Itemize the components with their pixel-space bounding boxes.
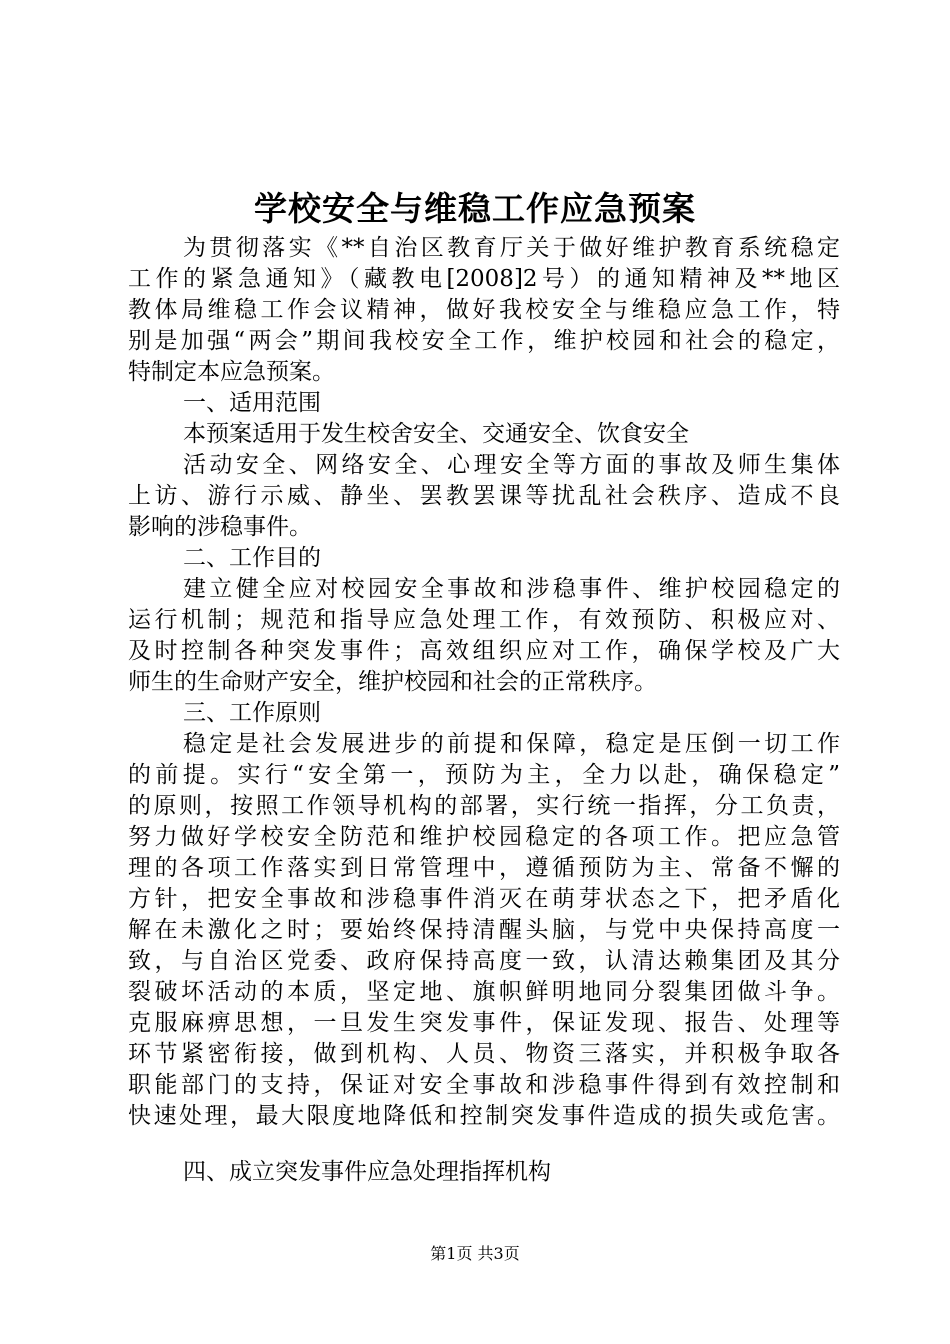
paragraph-line: 稳定是社会发展进步的前提和保障，稳定是压倒一切工作 (183, 731, 840, 757)
section-heading: 一、适用范围 (183, 390, 321, 416)
paragraph-line: 运行机制；规范和指导应急处理工作，有效预防、积极应对、 (128, 607, 840, 633)
page-footer: 第1页 共3页 (430, 1244, 520, 1263)
paragraph-line: 努力做好学校安全防范和维护校园稳定的各项工作。把应急管 (128, 824, 840, 850)
paragraph-line: 影响的涉稳事件。 (128, 514, 312, 540)
paragraph-line: 解在未激化之时；要始终保持清醒头脑，与党中央保持高度一 (128, 917, 840, 943)
paragraph-line: 教体局维稳工作会议精神，做好我校安全与维稳应急工作，特 (128, 297, 840, 323)
document-title: 学校安全与维稳工作应急预案 (254, 189, 696, 228)
paragraph-line: 理的各项工作落实到日常管理中，遵循预防为主、常备不懈的 (128, 855, 840, 881)
section-heading: 二、工作目的 (183, 545, 321, 571)
paragraph-line: 环节紧密衔接，做到机构、人员、物资三落实，并积极争取各 (128, 1041, 840, 1067)
paragraph-line: 特制定本应急预案。 (128, 359, 335, 385)
paragraph-line: 工作的紧急通知》（藏教电[2008]2号）的通知精神及**地区 (128, 266, 840, 292)
section-heading: 三、工作原则 (183, 700, 321, 726)
paragraph-line: 别是加强“两会”期间我校安全工作，维护校园和社会的稳定， (128, 328, 840, 354)
document-body (128, 233, 840, 1188)
paragraph-line: 师生的生命财产安全，维护校园和社会的正常秩序。 (128, 669, 657, 695)
paragraph-line: 及时控制各种突发事件；高效组织应对工作，确保学校及广大 (128, 638, 840, 664)
paragraph-line: 的原则，按照工作领导机构的部署，实行统一指挥，分工负责， (128, 793, 840, 819)
paragraph-line: 建立健全应对校园安全事故和涉稳事件、维护校园稳定的 (183, 576, 840, 602)
paragraph-line: 方针，把安全事故和涉稳事件消灭在萌芽状态之下，把矛盾化 (128, 886, 840, 912)
paragraph-line: 上访、游行示威、静坐、罢教罢课等扰乱社会秩序、造成不良 (128, 483, 840, 509)
paragraph-line: 致，与自治区党委、政府保持高度一致，认清达赖集团及其分 (128, 948, 840, 974)
paragraph-line: 为贯彻落实《**自治区教育厅关于做好维护教育系统稳定 (183, 235, 840, 261)
paragraph-line: 活动安全、网络安全、心理安全等方面的事故及师生集体 (183, 452, 840, 478)
paragraph-line: 克服麻痹思想，一旦发生突发事件，保证发现、报告、处理等 (128, 1010, 840, 1036)
paragraph-line: 本预案适用于发生校舍安全、交通安全、饮食安全 (183, 421, 689, 447)
paragraph-line: 的前提。实行“安全第一，预防为主，全力以赴，确保稳定” (128, 762, 840, 788)
paragraph-line: 快速处理，最大限度地降低和控制突发事件造成的损失或危害。 (128, 1103, 840, 1129)
paragraph-line: 裂破坏活动的本质，坚定地、旗帜鲜明地同分裂集团做斗争。 (128, 979, 840, 1005)
section-heading: 四、成立突发事件应急处理指挥机构 (183, 1159, 551, 1185)
paragraph-gap (128, 1132, 840, 1157)
paragraph-line: 职能部门的支持，保证对安全事故和涉稳事件得到有效控制和 (128, 1072, 840, 1098)
